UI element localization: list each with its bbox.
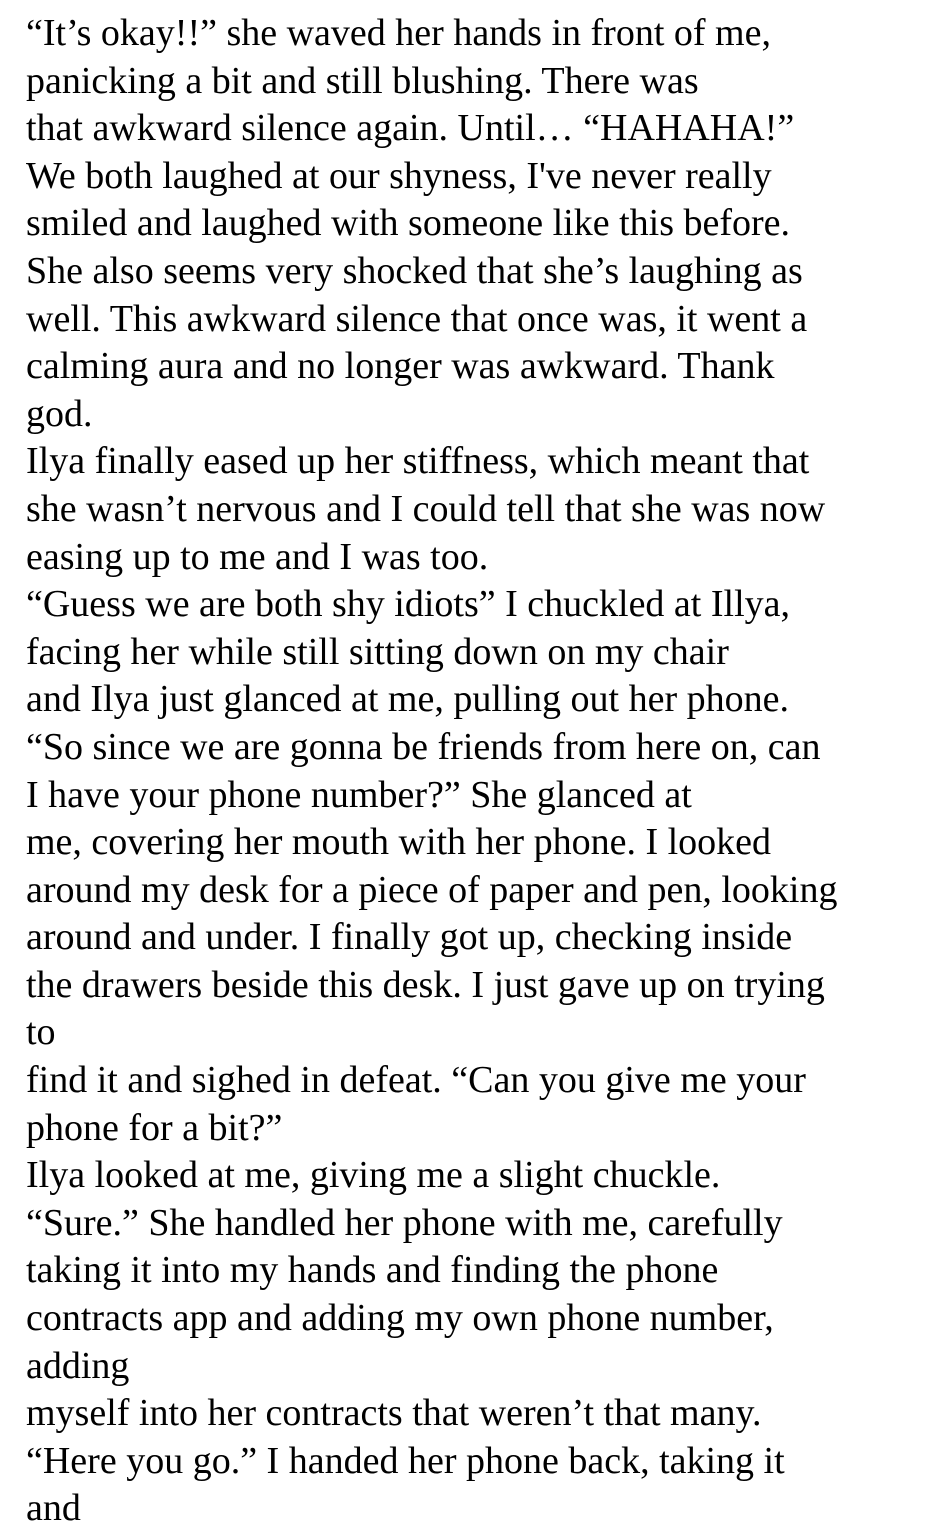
text-line: well. This awkward silence that once was, it went a — [26, 297, 808, 340]
text-line: phone for a bit?” — [26, 1106, 283, 1149]
text-line: around and under. I finally got up, checking inside — [26, 916, 793, 959]
text-line: We both laughed at our shyness, I've never really — [26, 154, 772, 197]
text-line: Ilya finally eased up her stiffness, which meant that — [26, 440, 810, 483]
text-line: taking it into my hands and finding the phone — [26, 1249, 719, 1292]
text-line: “Here you go.” I handed her phone back, taking it — [26, 1439, 785, 1482]
text-line: adding — [26, 1344, 130, 1387]
text-line: She also seems very shocked that she’s laughing as — [26, 249, 803, 292]
text-line: easing up to me and I was too. — [26, 535, 489, 578]
text-line: to — [26, 1011, 56, 1054]
text-line: I have your phone number?” She glanced at — [26, 773, 692, 816]
text-line: around my desk for a piece of paper and pen, looking — [26, 868, 838, 911]
text-line: calming aura and no longer was awkward. Thank — [26, 345, 775, 388]
text-line: the drawers beside this desk. I just gave up on trying — [26, 963, 825, 1006]
document-text — [26, 10, 932, 1533]
text-line: “It’s okay!!” she waved her hands in front of me, — [26, 12, 771, 54]
text-line: smiled and laughed with someone like this before. — [26, 202, 791, 245]
text-line: “Sure.” She handled her phone with me, carefully — [26, 1201, 783, 1244]
text-line: panicking a bit and still blushing. There was — [26, 59, 699, 102]
text-line: and Ilya just glanced at me, pulling out her phone. — [26, 678, 789, 721]
text-line: she wasn’t nervous and I could tell that she was now — [26, 487, 826, 530]
text-line: facing her while still sitting down on my chair — [26, 630, 729, 673]
text-line: that awkward silence again. Until… “HAHAHA!” — [26, 107, 795, 150]
text-line: “Guess we are both shy idiots” I chuckled at Illya, — [26, 583, 790, 626]
text-line: Ilya looked at me, giving me a slight chuckle. — [26, 1154, 721, 1197]
text-line: god. — [26, 392, 93, 435]
text-line: and — [26, 1487, 81, 1530]
text-line: “So since we are gonna be friends from here on, can — [26, 725, 821, 768]
text-line: myself into her contracts that weren’t that many. — [26, 1392, 762, 1435]
text-line: me, covering her mouth with her phone. I looked — [26, 821, 772, 864]
text-line: find it and sighed in defeat. “Can you give me your — [26, 1059, 806, 1102]
text-line: contracts app and adding my own phone number, — [26, 1297, 774, 1340]
